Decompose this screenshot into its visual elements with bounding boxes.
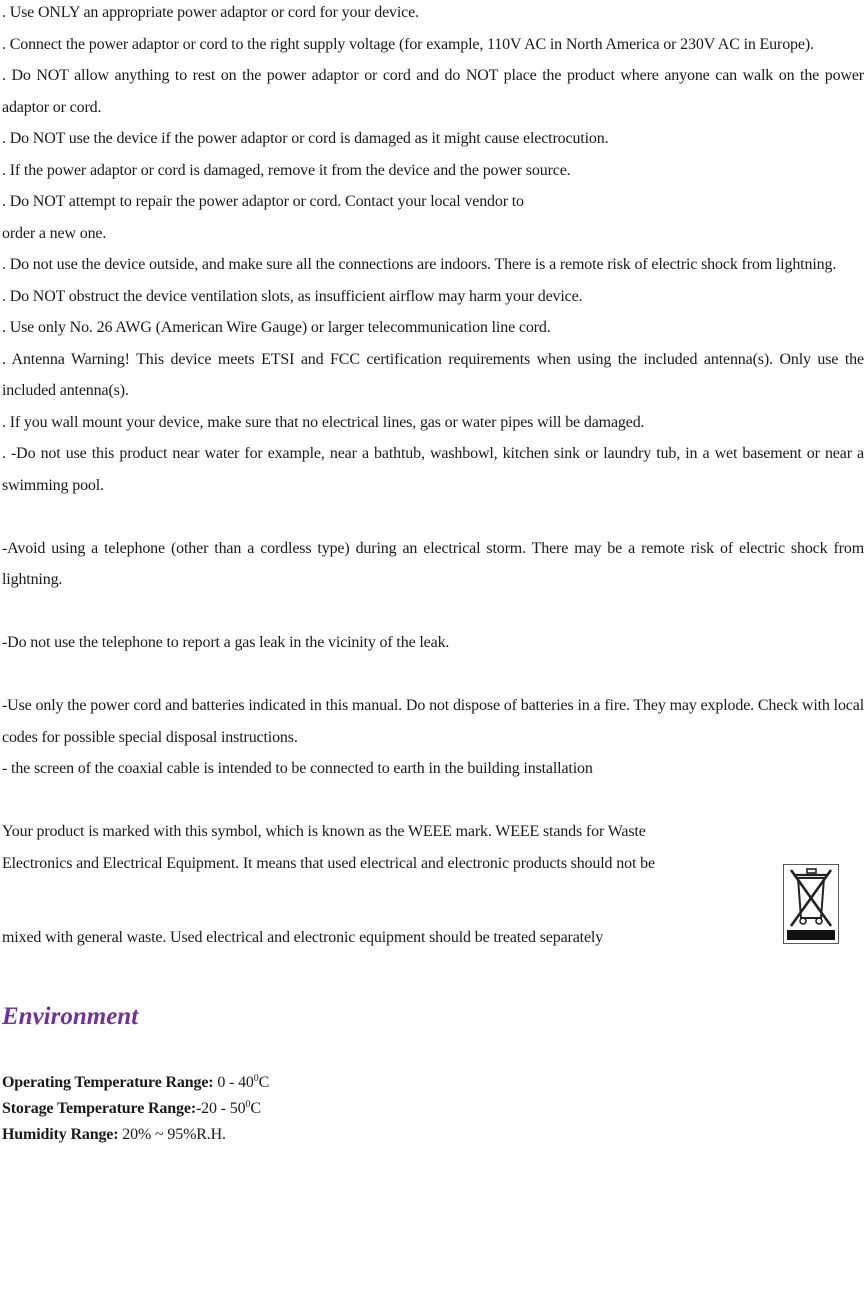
document-page bbox=[2, 0, 864, 1148]
safety-item: . Connect the power adaptor or cord to the right supply voltage (for example, 110V AC in North America or 230V AC in Europe). bbox=[2, 35, 814, 53]
spacer bbox=[2, 596, 864, 628]
weee-crossed-bin-icon bbox=[783, 864, 839, 944]
environment-heading: Environment bbox=[2, 1003, 139, 1030]
battery-warning: -Use only the power cord and batteries indicated in this manual. Do not dispose of batteries in a fire. They may explode. Check with local codes for possible special disposal instructions. bbox=[2, 697, 864, 746]
safety-item: . Use ONLY an appropriate power adaptor or cord for your device. bbox=[2, 4, 419, 21]
safety-item: . Antenna Warning! This device meets ETSI and FCC certification requirements when using the included antenna(s). Only use the included antenna(s). bbox=[2, 350, 864, 399]
spacer bbox=[2, 659, 864, 691]
safety-item: . Do NOT allow anything to rest on the power adaptor or cord and do NOT place the product where anyone can walk on the power adaptor or cord. bbox=[2, 67, 864, 116]
weee-text-line-1: Your product is marked with this symbol, which is known as the WEEE mark. WEEE stands for Waste bbox=[2, 823, 646, 840]
humidity-row bbox=[2, 1122, 864, 1148]
safety-list bbox=[2, 0, 864, 501]
storage-temperature-value: -20 - 50 bbox=[196, 1100, 246, 1117]
weee-text-line-3: mixed with general waste. Used electrical and electronic equipment should be treated separately bbox=[2, 929, 604, 946]
humidity-value: 20% ~ 95%R.H. bbox=[118, 1126, 226, 1143]
spacer bbox=[2, 501, 864, 533]
gas-leak-warning: -Do not use the telephone to report a gas leak in the vicinity of the leak. bbox=[2, 634, 450, 651]
safety-item: . -Do not use this product near water for example, near a bathtub, washbowl, kitchen sink or laundry tub, in a wet basement or near a swimming pool. bbox=[2, 445, 864, 494]
temperature-unit: C bbox=[258, 1074, 270, 1091]
weee-paragraph bbox=[2, 816, 864, 954]
degree-superscript: 0 bbox=[253, 1073, 259, 1084]
safety-item: . If the power adaptor or cord is damaged, remove it from the device and the power source. bbox=[2, 161, 571, 179]
telephone-warning: -Avoid using a telephone (other than a cordless type) during an electrical storm. There may be a remote risk of electric shock from lightning. bbox=[2, 539, 864, 588]
weee-text-line-2: Electronics and Electrical Equipment. It means that used electrical and electronic products should not be bbox=[2, 854, 655, 872]
spacer bbox=[2, 785, 864, 817]
safety-item: . Use only No. 26 AWG (American Wire Gauge) or larger telecommunication line cord. bbox=[2, 319, 551, 336]
temperature-unit: C bbox=[250, 1100, 261, 1117]
operating-temperature-value: 0 - 40 bbox=[213, 1074, 254, 1091]
coaxial-note: - the screen of the coaxial cable is intended to be connected to earth in the building installation bbox=[2, 760, 593, 777]
safety-item: order a new one. bbox=[2, 224, 107, 242]
safety-item: . Do NOT obstruct the device ventilation slots, as insufficient airflow may harm your device. bbox=[2, 287, 583, 305]
safety-item: . Do NOT use the device if the power adaptor or cord is damaged as it might cause electrocution. bbox=[2, 130, 609, 147]
storage-temperature-row bbox=[2, 1096, 864, 1122]
operating-temperature-label: Operating Temperature Range: bbox=[2, 1074, 214, 1091]
storage-temperature-label: Storage Temperature Range: bbox=[2, 1100, 196, 1117]
operating-temperature-row bbox=[2, 1070, 864, 1096]
safety-item: . Do NOT attempt to repair the power adaptor or cord. Contact your local vendor to bbox=[2, 193, 524, 210]
humidity-label: Humidity Range: bbox=[2, 1126, 119, 1143]
degree-superscript: 0 bbox=[245, 1099, 251, 1110]
safety-item: . Do not use the device outside, and make sure all the connections are indoors. There is a remote risk of electric shock from lightning. bbox=[2, 256, 837, 273]
environment-specs bbox=[2, 1070, 864, 1148]
safety-item: . If you wall mount your device, make sure that no electrical lines, gas or water pipes will be damaged. bbox=[2, 413, 645, 431]
